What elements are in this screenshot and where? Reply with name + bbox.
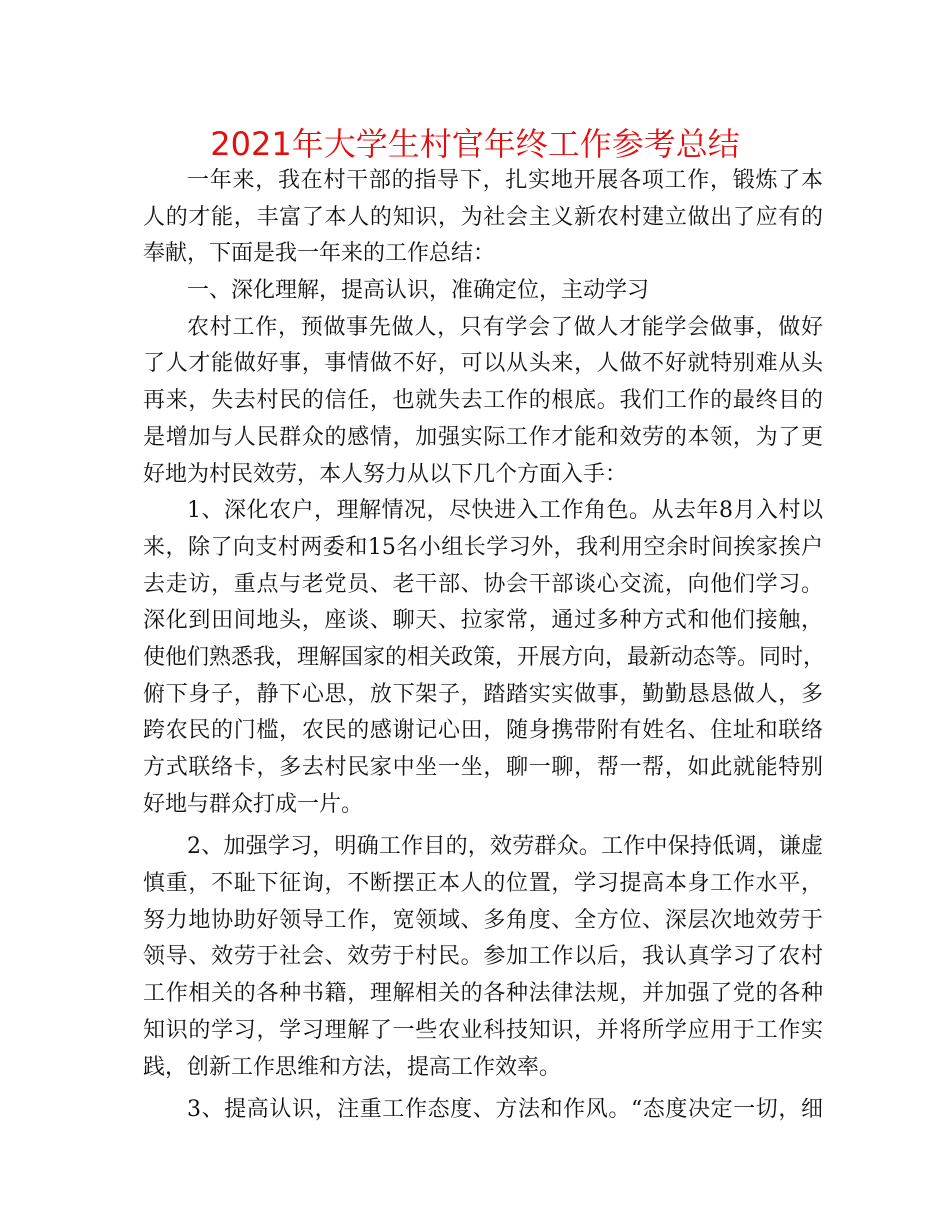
text-line: 再来，失去村民的信任，也就失去工作的根底。我们工作的最终目的 xyxy=(143,388,823,414)
text-line: 知识的学习，学习理解了一些农业科技知识，并将所学应用于工作实 xyxy=(143,1017,823,1043)
text-line: 去走访，重点与老党员、老干部、协会干部谈心交流，向他们学习。 xyxy=(143,571,823,597)
document-body xyxy=(143,163,826,1129)
text-line: 了人才能做好事，事情做不好，可以从头来，人做不好就特别难从头 xyxy=(143,351,823,377)
text-line: 使他们熟悉我，理解国家的相关政策，开展方向，最新动态等。同时， xyxy=(143,644,826,670)
text-line: 深化到田间地头，座谈、聊天、拉家常，通过多种方式和他们接触， xyxy=(143,608,823,634)
text-line: 俯下身子，静下心思，放下架子，踏踏实实做事，勤勤恳恳做人，多 xyxy=(143,681,823,707)
text-line: 一年来，我在村干部的指导下，扎实地开展各项工作，锻炼了本 xyxy=(187,168,823,193)
text-line: 好地与群众打成一片。 xyxy=(143,791,364,817)
text-line: 领导、效劳于社会、效劳于村民。参加工作以后，我认真学习了农村 xyxy=(143,944,823,970)
text-line: 1、深化农户，理解情况，尽快进入工作角色。从去年8月入村以 xyxy=(187,498,823,524)
text-line: 来，除了向支村两委和15名小组长学习外，我利用空余时间挨家挨户 xyxy=(143,534,823,560)
section-heading: 一、深化理解，提高认识，准确定位，主动学习 xyxy=(187,278,650,304)
text-line: 是增加与人民群众的感情，加强实际工作才能和效劳的本领，为了更 xyxy=(143,424,823,450)
text-line: 慎重，不耻下征询，不断摆正本人的位置，学习提高本身工作水平， xyxy=(143,871,823,897)
text-line: 跨农民的门槛，农民的感谢记心田，随身携带附有姓名、住址和联络 xyxy=(143,718,823,744)
text-line: 努力地协助好领导工作，宽领域、多角度、全方位、深层次地效劳于 xyxy=(143,907,823,933)
text-line: 3、提高认识，注重工作态度、方法和作风。“态度决定一切，细 xyxy=(187,1097,823,1123)
text-line: 人的才能，丰富了本人的知识，为社会主义新农村建立做出了应有的 xyxy=(143,204,823,230)
text-line: 好地为村民效劳，本人努力从以下几个方面入手： xyxy=(143,461,628,487)
text-line: 2、加强学习，明确工作目的，效劳群众。工作中保持低调，谦虚 xyxy=(187,834,823,860)
text-line: 工作相关的各种书籍，理解相关的各种法律法规，并加强了党的各种 xyxy=(143,981,823,1007)
document-title: 2021年大学生村官年终工作参考总结 xyxy=(210,125,740,163)
text-line: 践，创新工作思维和方法，提高工作效率。 xyxy=(143,1054,562,1080)
text-line: 农村工作，预做事先做人，只有学会了做人才能学会做事，做好 xyxy=(187,314,823,340)
text-line: 方式联络卡，多去村民家中坐一坐，聊一聊，帮一帮，如此就能特别 xyxy=(143,755,823,780)
text-line: 奉献，下面是我一年来的工作总结： xyxy=(143,241,496,267)
